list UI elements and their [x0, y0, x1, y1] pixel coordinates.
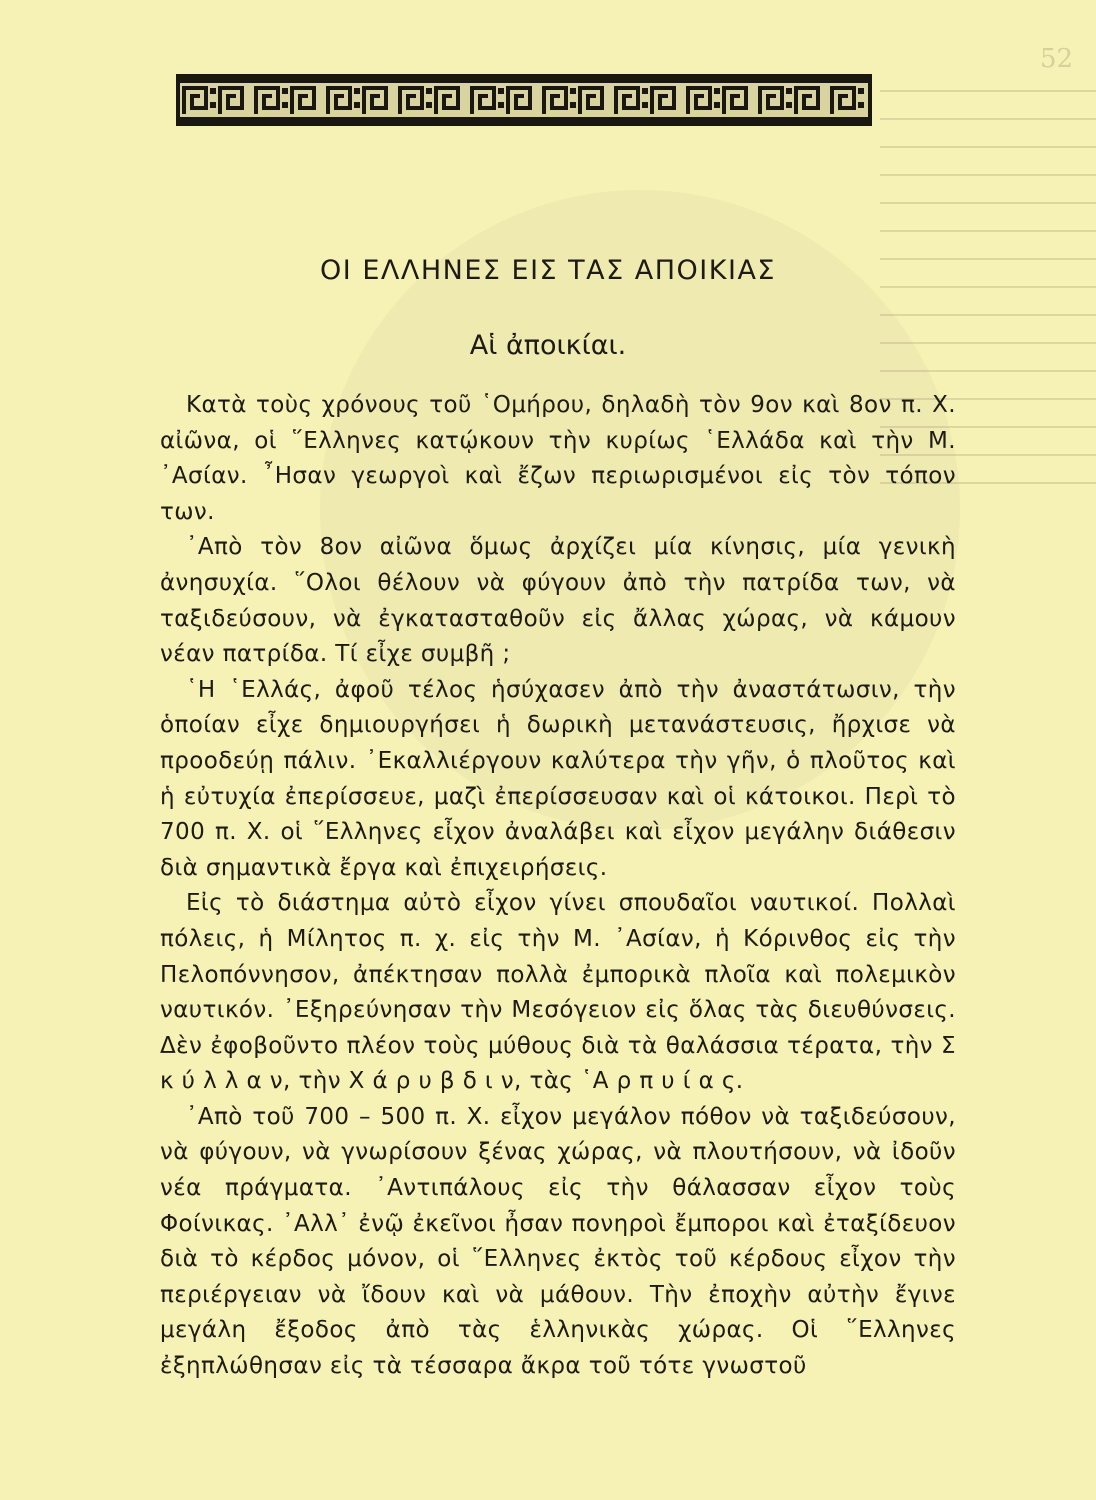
paragraph-1: Κατὰ τοὺς χρόνους τοῦ ῾Ομήρου, δηλαδὴ τὸν 9ον καὶ 8ον π. Χ. αἰῶνα, οἱ ῞Ελληνες κατῴκουν τὴν κυρίως ῾Ελλάδα καὶ τὴν Μ. ᾿Ασίαν. ῏Ησαν γεωργοὶ καὶ ἔζων περιωρισμένοι εἰς τὸν τόπον των.: [160, 392, 956, 525]
section-subtitle: Αἱ ἀποικίαι.: [469, 330, 627, 361]
chapter-title: ΟΙ ΕΛΛΗΝΕΣ ΕΙΣ ΤΑΣ ΑΠΟΙΚΙΑΣ: [320, 255, 776, 286]
show-through-page-number: 52: [1040, 44, 1074, 74]
paragraph-4: Εἰς τὸ διάστημα αὐτὸ εἶχον γίνει σπουδαῖοι ναυτικοί. Πολλαὶ πόλεις, ἡ Μίλητος π. χ. εἰς τὴν Μ. ᾿Ασίαν, ἡ Κόρινθος εἰς τὴν Πελοπόννησον, ἀπέκτησαν πολλὰ ἐμπορικὰ πλοῖα καὶ πολεμικὸν ναυτικόν. ᾿Εξηρεύνησαν τὴν Μεσόγειον εἰς ὅλας τὰς διευθύνσεις. Δὲν ἐφοβοῦντο πλέον τοὺς μύθους διὰ τὰ θαλάσσια τέρατα, τὴν Σ κ ύ λ λ α ν, τὴν Χ ά ρ υ β δ ι ν, τὰς ῾Α ρ π υ ί α ς.: [160, 890, 956, 1095]
greek-key-border-ornament: [176, 74, 872, 126]
paragraph-5: ᾿Απὸ τοῦ 700 – 500 π. Χ. εἶχον μεγάλον πόθον νὰ ταξιδεύσουν, νὰ φύγουν, νὰ γνωρίσουν ξένας χώρας, νὰ πλουτήσουν, νὰ ἰδοῦν νέα πράγματα. ᾿Αντιπάλους εἰς τὴν θάλασσαν εἶχον τοὺς Φοίνικας. ᾿Αλλ᾿ ἐνῷ ἐκεῖνοι ἦσαν πονηροὶ ἔμποροι καὶ ἐταξίδευον διὰ τὸ κέρδος μόνον, οἱ ῞Ελληνες ἐκτὸς τοῦ κέρδους εἶχον τὴν περιέργειαν νὰ ἴδουν καὶ νὰ μάθουν. Τὴν ἐποχὴν αὐτὴν ἔγινε μεγάλη ἔξοδος ἀπὸ τὰς ἑλληνικὰς χώρας. Οἱ ῞Ελληνες ἐξηπλώθησαν εἰς τὰ τέσσαρα ἄκρα τοῦ τότε γνωστοῦ: [160, 1103, 956, 1380]
paragraph-2: ᾿Απὸ τὸν 8ον αἰῶνα ὅμως ἀρχίζει μία κίνησις, μία γενικὴ ἀνησυχία. ῞Ολοι θέλουν νὰ φύγουν ἀπὸ τὴν πατρίδα των, νὰ ταξιδεύσουν, νὰ ἐγκατασταθοῦν εἰς ἄλλας χώρας, νὰ κάμουν νέαν πατρίδα. Τί εἶχε συμβῆ ;: [160, 534, 956, 668]
paragraph-3: ῾Η ῾Ελλάς, ἀφοῦ τέλος ἡσύχασεν ἀπὸ τὴν ἀναστάτωσιν, τὴν ὁποίαν εἶχε δημιουργήσει ἡ δωρικὴ μετανάστευσις, ἤρχισε νὰ προοδεύῃ πάλιν. ᾿Εκαλλιέργουν καλύτερα τὴν γῆν, ὁ πλοῦτος καὶ ἡ εὐτυχία ἐπερίσσευε, μαζὶ ἐπερίσσευσαν καὶ οἱ κάτοικοι. Περὶ τὸ 700 π. Χ. οἱ ῞Ελληνες εἶχον ἀναλάβει καὶ εἶχον μεγάλην διάθεσιν διὰ σημαντικὰ ἔργα καὶ ἐπιχειρήσεις.: [160, 676, 956, 881]
body-text: [160, 388, 956, 1385]
